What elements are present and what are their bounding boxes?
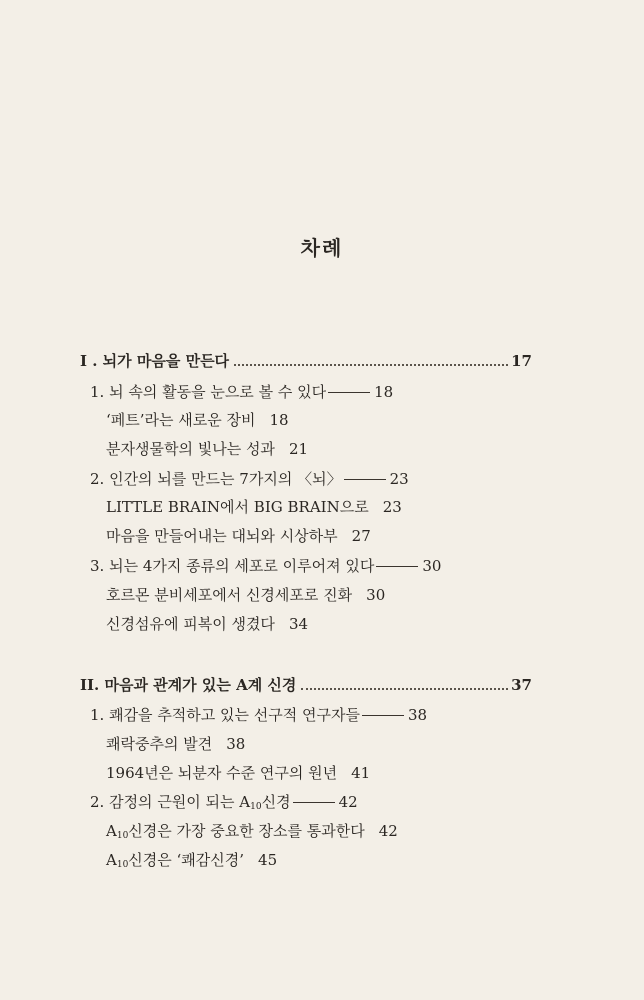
toc-item-label: LITTLE BRAIN에서 BIG BRAIN으로 bbox=[106, 498, 369, 516]
toc-item[interactable] bbox=[106, 734, 245, 754]
toc-item[interactable] bbox=[106, 497, 402, 517]
toc-part-label: II. 마음과 관계가 있는 A계 신경 bbox=[80, 676, 297, 694]
toc-page-number: 17 bbox=[511, 352, 532, 370]
toc-item[interactable] bbox=[106, 585, 385, 605]
toc-page-number: 37 bbox=[511, 676, 532, 694]
toc-section[interactable] bbox=[90, 382, 393, 402]
toc-page-number: 30 bbox=[366, 586, 386, 604]
toc-item-label: 분자생물학의 빛나는 성과 bbox=[106, 440, 275, 458]
toc-page-number: 38 bbox=[408, 706, 428, 724]
toc-item-label: 1964년은 뇌분자 수준 연구의 원년 bbox=[106, 764, 338, 782]
toc-section-label: 1. 뇌 속의 활동을 눈으로 볼 수 있다 bbox=[90, 383, 327, 401]
leader-dash bbox=[362, 715, 404, 716]
page-title: 차례 bbox=[300, 236, 344, 260]
toc-page-number: 21 bbox=[288, 440, 309, 458]
toc-item[interactable] bbox=[106, 763, 370, 783]
leader-dash bbox=[293, 802, 335, 803]
toc-item-label: ‘페트’라는 새로운 장비 bbox=[106, 411, 256, 429]
toc-item-label: $A_{10}$신경은 가장 중요한 장소를 통과한다 bbox=[106, 822, 365, 841]
toc-part-2[interactable] bbox=[80, 675, 532, 695]
toc-section-label: 2. 인간의 뇌를 만드는 7가지의 〈뇌〉 bbox=[90, 470, 342, 488]
toc-item[interactable] bbox=[106, 821, 398, 841]
toc-page-number: 38 bbox=[226, 735, 246, 753]
toc-part-label: I . 뇌가 마음을 만든다 bbox=[80, 352, 230, 370]
toc-page-number: 18 bbox=[374, 383, 394, 401]
leader-dash bbox=[328, 392, 370, 393]
toc-page-number: 27 bbox=[351, 527, 371, 545]
leader-dash bbox=[376, 566, 418, 567]
toc-item-label: 쾌락중추의 발견 bbox=[106, 735, 213, 753]
toc-page-number: 30 bbox=[422, 557, 442, 575]
toc-section[interactable] bbox=[90, 792, 358, 812]
toc-section[interactable] bbox=[90, 556, 441, 576]
toc-item[interactable] bbox=[106, 439, 308, 459]
toc-section[interactable] bbox=[90, 469, 409, 489]
leader-dots bbox=[234, 364, 508, 366]
leader-dots bbox=[301, 688, 508, 690]
toc-page-number: 41 bbox=[351, 764, 371, 782]
toc-page-number: 42 bbox=[378, 822, 398, 840]
toc-item[interactable] bbox=[106, 410, 289, 430]
toc-item-label: $A_{10}$신경은 ‘쾌감신경’ bbox=[106, 851, 245, 870]
toc-item[interactable] bbox=[106, 614, 308, 634]
toc-section[interactable] bbox=[90, 705, 427, 725]
toc-section-label: 1. 쾌감을 추적하고 있는 선구적 연구자들 bbox=[90, 706, 360, 724]
toc-item-label: 마음을 만들어내는 대뇌와 시상하부 bbox=[106, 527, 338, 545]
toc-page-number: 34 bbox=[288, 615, 309, 633]
toc-section-label: 2. 감정의 근원이 되는 $A_{10}$신경 bbox=[90, 793, 291, 812]
toc-page-number: 18 bbox=[269, 411, 289, 429]
toc-item-label: 신경섬유에 피복이 생겼다 bbox=[106, 615, 275, 633]
leader-dash bbox=[344, 479, 386, 480]
toc-part-1[interactable] bbox=[80, 351, 532, 371]
toc-page-number: 23 bbox=[389, 470, 409, 488]
toc-item-label: 호르몬 분비세포에서 신경세포로 진화 bbox=[106, 586, 353, 604]
toc-item[interactable] bbox=[106, 526, 371, 546]
toc-item[interactable] bbox=[106, 850, 277, 870]
toc-page-number: 45 bbox=[258, 851, 278, 869]
toc-page-number: 23 bbox=[382, 498, 402, 516]
toc-section-label: 3. 뇌는 4가지 종류의 세포로 이루어져 있다 bbox=[90, 557, 375, 575]
toc-page-number: 42 bbox=[338, 793, 358, 811]
